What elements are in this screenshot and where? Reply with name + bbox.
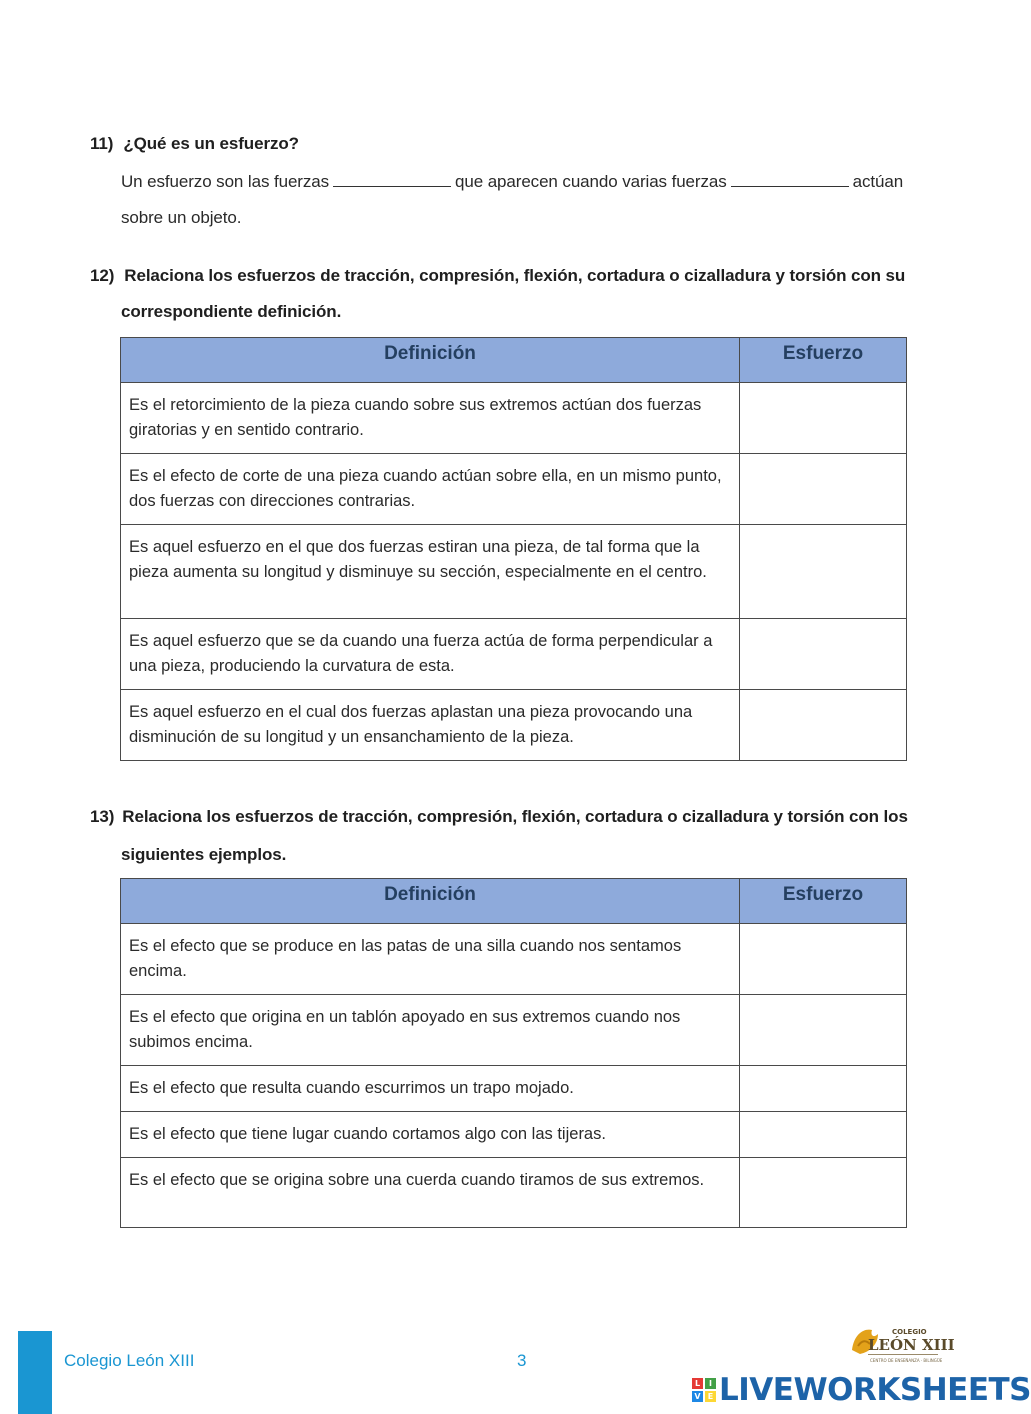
q13-table [120,878,907,1228]
q11-title-text: ¿Qué es un esfuerzo? [123,134,299,153]
q11-line2: sobre un objeto. [121,208,242,227]
q13-number: 13) [90,807,115,826]
q12-definition-2: Es el efecto de corte de una pieza cuando actúan sobre ella, en un mismo punto, dos fuerzas con direcciones contrarias. [121,454,740,525]
q12-title-text: Relaciona los esfuerzos de tracción, compresión, flexión, cortadura o cizalladura y torsión con su [124,266,906,285]
school-logo-icon [848,1320,955,1368]
q13-title [90,807,908,827]
footer-accent-bar [18,1331,52,1414]
q12-definition-3: Es aquel esfuerzo en el que dos fuerzas estiran una pieza, de tal forma que la pieza aumenta su longitud y disminuye su sección, especialmente en el centro. [121,525,740,619]
q12-answer-cell-3[interactable] [740,525,907,619]
table-row [121,525,907,619]
q12-table [120,337,907,761]
table-row [121,690,907,761]
q13-answer-cell-3[interactable] [740,1066,907,1112]
q11-blank-1[interactable] [333,172,451,187]
q12-header-row [121,338,907,383]
q12-answer-cell-1[interactable] [740,383,907,454]
q13-answer-cell-5[interactable] [740,1158,907,1228]
q12-title [90,266,905,286]
q11-blank-2[interactable] [731,172,849,187]
table-row [121,1158,907,1228]
table-row [121,383,907,454]
svg-text:COLEGIO: COLEGIO [892,1328,927,1336]
q13-header-esfuerzo: Esfuerzo [740,879,907,924]
q11-text-a: Un esfuerzo son las fuerzas [121,172,330,191]
q12-header-esfuerzo: Esfuerzo [740,338,907,383]
q11-title [90,134,299,154]
q13-example-3: Es el efecto que resulta cuando escurrimos un trapo mojado. [121,1066,740,1112]
footer-school-name: Colegio León XIII [64,1351,195,1370]
q13-example-1: Es el efecto que se produce en las patas de una silla cuando nos sentamos encima. [121,924,740,995]
liveworksheets-brand [692,1374,1031,1406]
q13-header-definicion: Definición [121,879,740,924]
lw-block: I [705,1378,716,1389]
table-row [121,454,907,525]
q11-number: 11) [90,134,114,153]
table-row [121,1112,907,1158]
q13-answer-cell-2[interactable] [740,995,907,1066]
q13-example-4: Es el efecto que tiene lugar cuando cortamos algo con las tijeras. [121,1112,740,1158]
q13-answer-cell-1[interactable] [740,924,907,995]
q12-answer-cell-2[interactable] [740,454,907,525]
q12-definition-1: Es el retorcimiento de la pieza cuando sobre sus extremos actúan dos fuerzas giratorias y en sentido contrario. [121,383,740,454]
liveworksheets-blocks-icon [692,1378,716,1402]
q13-example-5: Es el efecto que se origina sobre una cuerda cuando tiramos de sus extremos. [121,1158,740,1228]
q13-example-2: Es el efecto que origina en un tablón apoyado en sus extremos cuando nos subimos encima. [121,995,740,1066]
q12-answer-cell-5[interactable] [740,690,907,761]
lw-block: E [705,1391,716,1402]
q11-line1 [121,172,903,192]
q12-definition-5: Es aquel esfuerzo en el cual dos fuerzas aplastan una pieza provocando una disminución de su longitud y un ensanchamiento de la pieza. [121,690,740,761]
q12-answer-cell-4[interactable] [740,619,907,690]
table-row [121,924,907,995]
lw-block: L [692,1378,703,1389]
q13-answer-cell-4[interactable] [740,1112,907,1158]
table-row [121,619,907,690]
svg-text:LEÓN XIII: LEÓN XIII [868,1336,955,1354]
table-row [121,995,907,1066]
table-row [121,1066,907,1112]
q13-header-row [121,879,907,924]
q12-definition-4: Es aquel esfuerzo que se da cuando una fuerza actúa de forma perpendicular a una pieza, produciendo la curvatura de esta. [121,619,740,690]
q12-number: 12) [90,266,115,285]
q13-title-cont: siguientes ejemplos. [121,845,287,864]
q11-text-b: que aparecen cuando varias fuerzas [455,172,727,191]
liveworksheets-text: LIVEWORKSHEETS [719,1372,1031,1408]
q12-header-definicion: Definición [121,338,740,383]
page-number: 3 [517,1351,527,1370]
q13-title-text: Relaciona los esfuerzos de tracción, compresión, flexión, cortadura o cizalladura y torsión con los [122,807,908,826]
q11-text-c: actúan [852,172,904,191]
svg-text:CENTRO DE ENSEÑANZA · BILINGÜE: CENTRO DE ENSEÑANZA · BILINGÜE [870,1358,943,1363]
q12-title-cont: correspondiente definición. [121,302,342,321]
lw-block: V [692,1391,703,1402]
school-logo [848,1320,955,1368]
